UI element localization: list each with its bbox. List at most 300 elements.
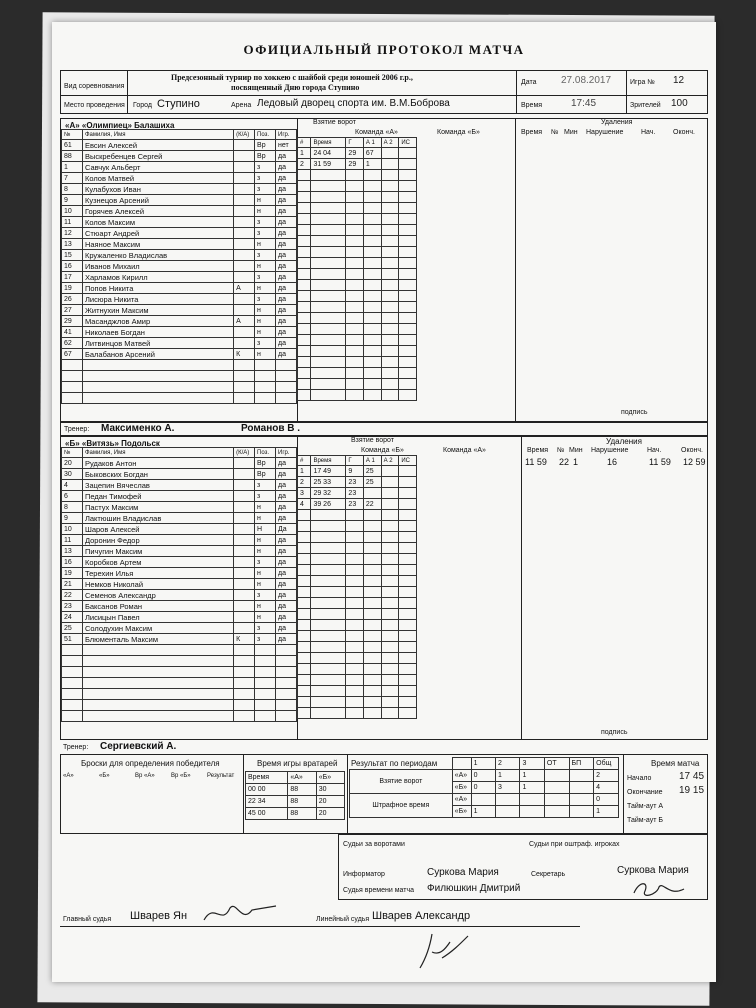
player-position <box>255 678 276 689</box>
player-number: 16 <box>62 557 83 568</box>
goal-time <box>311 565 346 576</box>
goal-time <box>311 258 346 269</box>
player-number <box>62 393 83 404</box>
goal-assist1 <box>363 488 381 499</box>
goal-assist1 <box>363 236 381 247</box>
goal-assist2 <box>381 269 399 280</box>
player-name: Балабанов Арсений <box>82 349 233 360</box>
player-row <box>62 371 297 382</box>
goal-row <box>298 477 417 488</box>
head-ref-name: Шварев Ян <box>130 910 188 922</box>
player-name: Колов Матвей <box>82 173 233 184</box>
results-value <box>544 806 569 818</box>
goal-assist2 <box>381 346 399 357</box>
player-number: 61 <box>62 140 83 151</box>
player-name: Баксанов Роман <box>82 601 233 612</box>
period-col: Общ <box>594 758 619 770</box>
player-name: Кулабухов Иван <box>82 184 233 195</box>
goal-row <box>298 598 417 609</box>
header-block <box>60 70 708 114</box>
player-captain-mark <box>234 239 255 250</box>
goal-ic <box>399 324 417 335</box>
goal-time <box>311 225 346 236</box>
goal-ic <box>399 466 417 477</box>
goal-assist1 <box>363 181 381 192</box>
goal-row <box>298 543 417 554</box>
player-row <box>62 623 297 634</box>
goal-row <box>298 379 417 390</box>
player-name: Попов Никита <box>82 283 233 294</box>
goal-ic <box>399 576 417 587</box>
goal-no: 4 <box>298 499 311 510</box>
results-value: 1 <box>594 806 619 818</box>
goal-scorer <box>346 225 363 236</box>
goal-row <box>298 280 417 291</box>
results-team-mark: «А» <box>452 770 471 782</box>
timekeeper-label: Судья времени матча <box>343 887 415 894</box>
player-captain-mark <box>234 546 255 557</box>
goal-ic <box>399 598 417 609</box>
goal-assist1 <box>363 203 381 214</box>
goal-time <box>311 236 346 247</box>
player-played <box>276 371 297 382</box>
goal-row <box>298 390 417 401</box>
player-played: да <box>276 272 297 283</box>
player-name: Пастух Максим <box>82 502 233 513</box>
player-row <box>62 546 297 557</box>
player-played <box>276 700 297 711</box>
player-name: Терехин Илья <box>82 568 233 579</box>
goal-assist1: 25 <box>363 466 381 477</box>
goal-assist2 <box>381 302 399 313</box>
player-position: з <box>255 173 276 184</box>
player-row <box>62 294 297 305</box>
player-captain-mark <box>234 250 255 261</box>
goal-ic <box>399 159 417 170</box>
goal-row <box>298 708 417 719</box>
goalie-col: «Б» <box>316 772 344 784</box>
player-played <box>276 667 297 678</box>
goal-time <box>311 302 346 313</box>
goal-assist2 <box>381 258 399 269</box>
player-number: 25 <box>62 623 83 634</box>
player-captain-mark <box>234 305 255 316</box>
player-row <box>62 228 297 239</box>
goal-assist1: 67 <box>363 148 381 159</box>
player-row <box>62 338 297 349</box>
player-position: н <box>255 568 276 579</box>
player-row <box>62 162 297 173</box>
goal-row <box>298 675 417 686</box>
player-number: 88 <box>62 151 83 162</box>
goal-assist1 <box>363 225 381 236</box>
player-captain-mark <box>234 272 255 283</box>
player-played: да <box>276 250 297 261</box>
player-captain-mark <box>234 371 255 382</box>
goal-scorer <box>346 510 363 521</box>
player-position <box>255 360 276 371</box>
player-position: з <box>255 338 276 349</box>
goal-assist2 <box>381 543 399 554</box>
results-value <box>544 770 569 782</box>
player-name <box>82 678 233 689</box>
player-position: н <box>255 327 276 338</box>
player-played: да <box>276 568 297 579</box>
player-number <box>62 645 83 656</box>
player-played: да <box>276 458 297 469</box>
player-captain-mark <box>234 151 255 162</box>
goal-assist2 <box>381 664 399 675</box>
player-row <box>62 711 297 722</box>
goalie-b: 20 <box>316 808 344 820</box>
player-number <box>62 360 83 371</box>
player-row <box>62 645 297 656</box>
goal-ic <box>399 258 417 269</box>
goal-scorer <box>346 598 363 609</box>
results-value <box>471 794 495 806</box>
period-col: 3 <box>520 758 544 770</box>
goal-time <box>311 543 346 554</box>
player-played: да <box>276 316 297 327</box>
period-col: 2 <box>496 758 520 770</box>
player-name <box>82 711 233 722</box>
goal-ic <box>399 664 417 675</box>
game-no-label: Игра № <box>630 79 655 86</box>
player-name: Кузнецов Арсений <box>82 195 233 206</box>
goal-assist2 <box>381 631 399 642</box>
goal-assist1 <box>363 543 381 554</box>
spectators-value: 100 <box>671 98 688 109</box>
player-position: н <box>255 612 276 623</box>
player-number: 29 <box>62 316 83 327</box>
goal-time <box>311 708 346 719</box>
goal-row <box>298 313 417 324</box>
goal-scorer <box>346 181 363 192</box>
player-captain-mark <box>234 568 255 579</box>
player-played: да <box>276 195 297 206</box>
goal-ic <box>399 313 417 324</box>
player-row <box>62 349 297 360</box>
linesman-name: Шварев Александр <box>372 910 471 922</box>
player-name: Рудаков Антон <box>82 458 233 469</box>
goal-scorer <box>346 642 363 653</box>
goal-no <box>298 214 311 225</box>
player-captain-mark <box>234 579 255 590</box>
goalie-time: 45 00 <box>246 808 288 820</box>
player-position: з <box>255 557 276 568</box>
goal-assist1 <box>363 324 381 335</box>
player-name <box>82 656 233 667</box>
goal-assist2 <box>381 675 399 686</box>
col-played: Игр. <box>276 448 297 458</box>
player-played <box>276 382 297 393</box>
shootout-label: Броски для определения победителя <box>81 759 220 768</box>
goal-ic <box>399 214 417 225</box>
goal-ic <box>399 510 417 521</box>
goal-assist2 <box>381 609 399 620</box>
col-num: № <box>62 448 83 458</box>
goal-assist2 <box>381 313 399 324</box>
goal-assist1 <box>363 631 381 642</box>
player-name: Наяное Максим <box>82 239 233 250</box>
goalie-row <box>246 796 345 808</box>
team-a-goals-table <box>297 137 417 401</box>
goal-row <box>298 170 417 181</box>
goal-no <box>298 280 311 291</box>
player-number: 11 <box>62 535 83 546</box>
goal-row <box>298 620 417 631</box>
results-row <box>350 770 619 782</box>
col-assist1: А 1 <box>363 456 381 466</box>
player-captain-mark <box>234 228 255 239</box>
goal-ic <box>399 181 417 192</box>
team-b-coach-label: Тренер: <box>63 744 89 751</box>
player-played: да <box>276 634 297 645</box>
goal-scorer <box>346 390 363 401</box>
goal-assist1: 22 <box>363 499 381 510</box>
goal-row <box>298 368 417 379</box>
player-row <box>62 513 297 524</box>
shootout-col: «А» <box>63 773 74 779</box>
player-captain-mark: К <box>234 349 255 360</box>
player-captain-mark <box>234 327 255 338</box>
player-captain-mark <box>234 689 255 700</box>
goal-ic <box>399 148 417 159</box>
player-row <box>62 360 297 371</box>
goal-scorer <box>346 532 363 543</box>
goal-row <box>298 565 417 576</box>
goal-scorer <box>346 554 363 565</box>
goal-time <box>311 203 346 214</box>
player-name: Лисюра Никита <box>82 294 233 305</box>
player-played: да <box>276 162 297 173</box>
goal-assist2 <box>381 390 399 401</box>
goal-row <box>298 587 417 598</box>
player-played: да <box>276 283 297 294</box>
player-name: Харламов Кирилл <box>82 272 233 283</box>
goal-no: 3 <box>298 488 311 499</box>
player-captain-mark <box>234 469 255 480</box>
player-played: да <box>276 579 297 590</box>
goal-ic <box>399 335 417 346</box>
player-number: 4 <box>62 480 83 491</box>
player-row <box>62 590 297 601</box>
player-played: да <box>276 480 297 491</box>
goal-row <box>298 346 417 357</box>
player-name: Масанджлов Амир <box>82 316 233 327</box>
goal-time <box>311 598 346 609</box>
goal-assist2 <box>381 521 399 532</box>
goal-scorer <box>346 203 363 214</box>
player-number: 26 <box>62 294 83 305</box>
player-row <box>62 151 297 162</box>
results-label: Результат по периодам <box>351 759 438 768</box>
goal-assist1 <box>363 379 381 390</box>
player-row <box>62 491 297 502</box>
results-value: 0 <box>471 782 495 794</box>
goal-time <box>311 357 346 368</box>
player-number: 11 <box>62 217 83 228</box>
team-b-section <box>60 436 708 740</box>
goalie-col: «А» <box>288 772 316 784</box>
player-position: н <box>255 601 276 612</box>
goal-no <box>298 357 311 368</box>
player-played <box>276 360 297 371</box>
goal-ic <box>399 225 417 236</box>
player-played: да <box>276 546 297 557</box>
player-row <box>62 195 297 206</box>
player-name <box>82 700 233 711</box>
goal-assist2 <box>381 620 399 631</box>
player-number: 20 <box>62 458 83 469</box>
team-a-roster <box>61 129 297 404</box>
player-name: Стюарт Андрей <box>82 228 233 239</box>
team-a-pen-no-col: № <box>551 129 559 136</box>
player-number: 7 <box>62 173 83 184</box>
player-position <box>255 371 276 382</box>
player-name: Кружаленко Владислав <box>82 250 233 261</box>
goal-assist1 <box>363 620 381 631</box>
goalie-col: Время <box>246 772 288 784</box>
goal-time <box>311 346 346 357</box>
goal-scorer <box>346 379 363 390</box>
player-row <box>62 469 297 480</box>
referees-row <box>60 906 580 927</box>
player-position: н <box>255 579 276 590</box>
player-name: Быковских Богдан <box>82 469 233 480</box>
goal-assist1 <box>363 291 381 302</box>
player-position: н <box>255 513 276 524</box>
player-name: Коробков Артем <box>82 557 233 568</box>
goal-scorer <box>346 357 363 368</box>
results-header-row <box>350 758 619 770</box>
goal-scorer <box>346 258 363 269</box>
player-captain-mark <box>234 678 255 689</box>
player-captain-mark <box>234 623 255 634</box>
col-goal-scorer: Г <box>346 138 363 148</box>
player-captain-mark <box>234 612 255 623</box>
shootout-col: Вр «Б» <box>171 773 191 779</box>
goal-ic <box>399 697 417 708</box>
player-name: Пичугин Максим <box>82 546 233 557</box>
goal-row <box>298 192 417 203</box>
col-pos: Поз. <box>255 448 276 458</box>
timekeeper-name: Филюшкин Дмитрий <box>427 883 521 894</box>
goal-assist2 <box>381 280 399 291</box>
goal-assist1 <box>363 346 381 357</box>
secretary-signature <box>629 877 689 901</box>
goal-assist2 <box>381 357 399 368</box>
team-b-pen-min-col: Мин <box>569 447 583 454</box>
goal-row <box>298 269 417 280</box>
player-position: з <box>255 623 276 634</box>
goal-ic <box>399 346 417 357</box>
goal-assist1 <box>363 313 381 324</box>
goal-ic <box>399 609 417 620</box>
results-value <box>520 806 544 818</box>
player-row <box>62 206 297 217</box>
player-position: з <box>255 480 276 491</box>
goal-time <box>311 554 346 565</box>
player-row <box>62 393 297 404</box>
player-captain-mark: К <box>234 634 255 645</box>
goal-time <box>311 379 346 390</box>
player-number: 8 <box>62 502 83 513</box>
match-start-label: Начало <box>627 775 652 782</box>
team-a-pen-min-col: Мин <box>564 129 578 136</box>
goal-scorer <box>346 620 363 631</box>
player-number <box>62 711 83 722</box>
player-captain-mark <box>234 162 255 173</box>
player-number: 24 <box>62 612 83 623</box>
player-number <box>62 656 83 667</box>
goal-assist1: 25 <box>363 477 381 488</box>
player-captain-mark <box>234 206 255 217</box>
goal-judges-label: Судьи за воротами <box>343 841 405 848</box>
player-captain-mark: А <box>234 316 255 327</box>
player-number: 15 <box>62 250 83 261</box>
goals-header-row <box>298 138 417 148</box>
goal-no <box>298 390 311 401</box>
player-row <box>62 524 297 535</box>
goal-assist2 <box>381 510 399 521</box>
goal-no <box>298 510 311 521</box>
player-position: н <box>255 316 276 327</box>
col-ic: ИС <box>399 138 417 148</box>
goal-ic <box>399 653 417 664</box>
goal-assist2 <box>381 368 399 379</box>
team-a-coach: Максименко А. <box>101 423 175 434</box>
col-ic: ИС <box>399 456 417 466</box>
team-a-start-col: Нач. <box>641 129 656 136</box>
goal-time <box>311 181 346 192</box>
player-position <box>255 700 276 711</box>
player-played: да <box>276 239 297 250</box>
results-value <box>496 806 520 818</box>
player-captain-mark <box>234 667 255 678</box>
player-number: 27 <box>62 305 83 316</box>
results-value <box>569 806 594 818</box>
results-row <box>350 794 619 806</box>
informer-name: Суркова Мария <box>427 867 499 878</box>
player-number: 19 <box>62 568 83 579</box>
col-assist2: А 2 <box>381 456 399 466</box>
goal-ic <box>399 620 417 631</box>
team-a-coach2: Романов В . <box>241 423 301 434</box>
team-b-label: «Б» «Витязь» Подольск <box>65 439 160 448</box>
goal-scorer <box>346 302 363 313</box>
player-name: Педан Тимофей <box>82 491 233 502</box>
goal-time: 39 26 <box>311 499 346 510</box>
team-a-end-col: Оконч. <box>673 129 695 136</box>
player-captain-mark <box>234 217 255 228</box>
player-row <box>62 601 297 612</box>
goal-scorer <box>346 291 363 302</box>
goal-ic <box>399 499 417 510</box>
player-captain-mark <box>234 261 255 272</box>
goal-time <box>311 280 346 291</box>
protocol-sheet <box>52 22 716 982</box>
player-name: Доронин Федор <box>82 535 233 546</box>
team-a-goals-header: Взятие ворот <box>313 119 356 126</box>
team-a-violation-col: Нарушение <box>586 129 624 136</box>
player-row <box>62 173 297 184</box>
goal-row <box>298 159 417 170</box>
goal-scorer: 23 <box>346 477 363 488</box>
goalie-time-label: Время игры вратарей <box>257 759 338 768</box>
goal-ic <box>399 368 417 379</box>
goal-ic <box>399 192 417 203</box>
